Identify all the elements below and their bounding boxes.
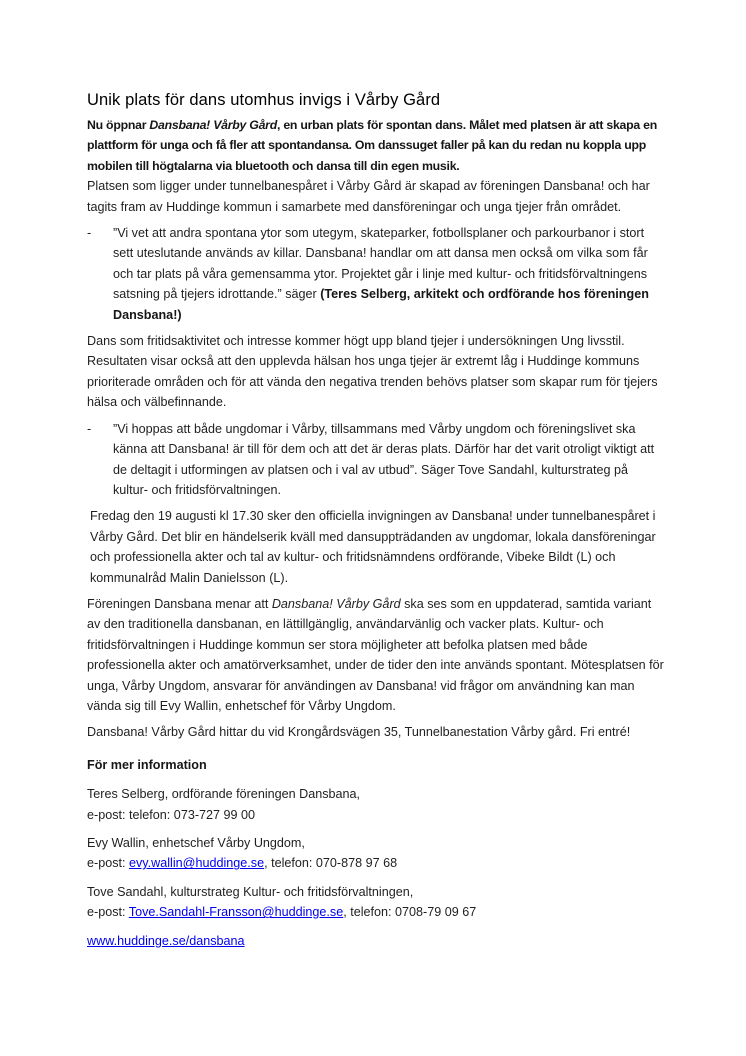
paragraph-platsen: Platsen som ligger under tunnelbanespåret i Vårby Gård är skapad av föreningen Dansbana! och har tagits fram av Huddinge kommun i samarbete med dansföreningar och unga tjejer från området. [87,179,650,214]
contact-teres [87,784,665,825]
contact-teres-phone: e-post: telefon: 073-727 99 00 [87,807,256,822]
intro-text-post: , en urban plats för spontan dans. Målet med platsen är att skapa en plattform för unga och få fler att spontandansa. Om danssuget faller på kan du redan nu koppla upp mobilen till högtalarna via bluetooth och dansa till din egen musik. [87,118,657,173]
intro-paragraph [87,115,665,176]
email-link-tove[interactable]: Tove.Sandahl-Fransson@huddinge.se [128,905,344,920]
website-link[interactable]: www.huddinge.se/dansbana [87,933,245,948]
contact-teres-name: Teres Selberg, ordförande föreningen Dansbana, [87,787,361,802]
info-heading: För mer information [87,757,207,772]
paragraph-dans: Dans som fritidsaktivitet och intresse kommer högt upp bland tjejer i undersökningen Ung livsstil. Resultaten visar också att den upplevda hälsan hos unga tjejer är extremt låg i Huddinge kommuns prioriterade områden och för att vända den negativa trenden behövs platser som skapar rum för tjejers hälsa och välbefinnande. [87,334,658,410]
bullet-quote-teres-text [113,223,665,325]
paragraph-fredag: Fredag den 19 augusti kl 17.30 sker den officiella invigningen av Dansbana! under tunnelbanespåret i Vårby Gård. Det blir en händelserik kväll med dansuppträdanden av ungdomar, lokala dansföreningar och professionella akter och tal av kultur- och fritidsnämndens ordförande, Vibeke Bildt (L) och kommunalråd Malin Danielsson (L). [90,509,656,585]
quote-teres-attribution: (Teres Selberg, arkitekt och ordförande hos föreningen Dansbana!) [113,287,649,322]
paragraph-foreningen [87,594,665,716]
bullet-quote-tove [87,419,665,501]
bullet-quote-teres [87,223,665,325]
bullet-quote-tove-text: ”Vi hoppas att både ungdomar i Vårby, tillsammans med Vårby ungdom och föreningslivet ska känna att Dansbana! är till för dem och att det är deras plats. Därför har det varit otroligt viktigt att de deltagit i utformingen av platsen och i val av utbud”. Säger Tove Sandahl, kulturstrateg på kultur- och fritidsförvaltningen. [113,421,655,497]
intro-text-italic: Dansbana! Vårby Gård [149,118,277,132]
quote-teres-text: ”Vi vet att andra spontana ytor som utegym, skateparker, fotbollsplaner och parkourbanor i stort sett uteslutande används av killar. Dansbana! handlar om att dansa men också om vilka som får och tar plats på våra gemensamma ytor. Projektet går i linje med kultur- och fritidsförvaltningens satsning på tjejers idrottande.” säger [113,226,648,302]
intro-text-pre: Nu öppnar [87,118,150,132]
foreningen-text-pre: Föreningen Dansbana menar att [87,596,272,611]
bullet-dash: - [87,226,92,241]
contact-evy-phone: , telefon: 070-878 97 68 [264,856,398,871]
contact-evy-epost-label: e-post: [87,856,129,871]
contact-evy [87,833,665,874]
foreningen-text-italic: Dansbana! Vårby Gård [271,596,401,611]
email-link-evy[interactable]: evy.wallin@huddinge.se [129,856,265,871]
page-title: Unik plats för dans utomhus invigs i Vårby Gård [87,91,441,109]
contact-tove-name: Tove Sandahl, kulturstrateg Kultur- och fritidsförvaltningen, [87,884,414,899]
contact-tove [87,882,665,923]
website-paragraph [87,931,665,951]
foreningen-text-post: ska ses som en uppdaterad, samtida variant av den traditionella dansbanan, en lättillgänglig, användarvänlig och vacker plats. Kultur- och fritidsförvaltningen i Huddinge kommun ser stora möjligheter att befolka platsen med både professionella akter och amatörverksamhet, under de tider den inte används spontant. Mötesplatsen för unga, Vårby Ungdom, ansvarar för användingen av Dansbana! vid frågor om användning kan man vända sig till Evy Wallin, enhetschef för Vårby Ungdom. [87,596,664,713]
bullet-dash: - [87,421,92,436]
contact-tove-phone: , telefon: 0708-79 09 67 [343,905,477,920]
paragraph-hitta: Dansbana! Vårby Gård hittar du vid Krongårdsvägen 35, Tunnelbanestation Vårby gård. Fri entré! [87,725,631,740]
contact-evy-name: Evy Wallin, enhetschef Vårby Ungdom, [87,836,305,850]
contact-tove-epost-label: e-post: [87,905,129,920]
